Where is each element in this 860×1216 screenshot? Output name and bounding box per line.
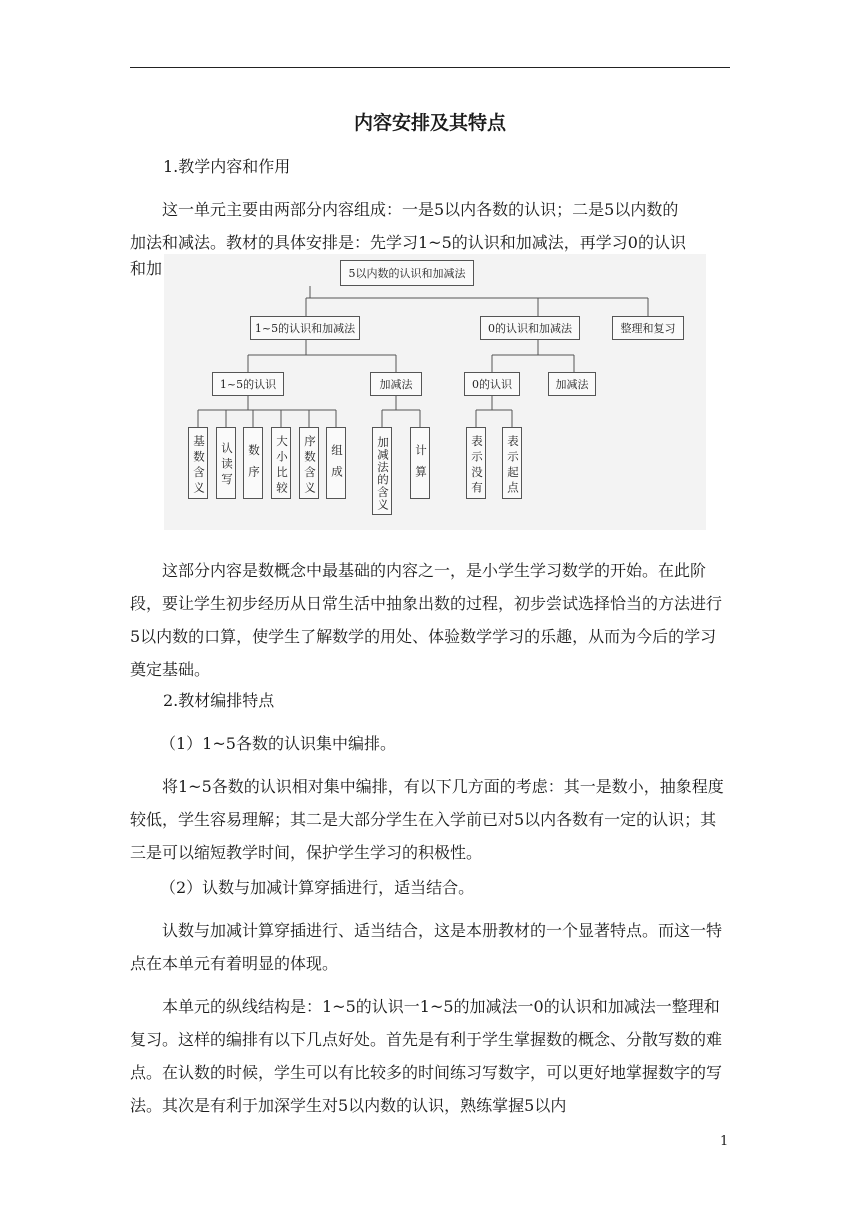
diagram-leaf-means-start: 表示起点 (502, 427, 522, 499)
section-1-heading: 1.教学内容和作用 (163, 157, 291, 176)
paragraph-2: 这部分内容是数概念中最基础的内容之一，是小学生学习数学的开始。在此阶段，要让学生初步经历从日常生活中抽象出数的过程，初步尝试选择恰当的方法进行5以内数的口算，使学生了解数学的用处、体验数学学习的乐趣，从而为今后的学习奠定基础。 (130, 561, 723, 679)
diagram-leaf-size-compare: 大小比较 (271, 427, 291, 499)
section-2-heading: 2.教材编排特点 (163, 691, 275, 710)
paragraph-1-line-1: 这一单元主要由两部分内容组成：一是5以内各数的认识；二是5以内数的 (162, 200, 679, 219)
diagram-leaf-calculation: 计算 (410, 427, 430, 499)
diagram-node-1-5-addsub: 加减法 (370, 372, 422, 396)
diagram-node-0-addsub: 加减法 (548, 372, 596, 396)
paragraph-1-line-3: 和加 (130, 259, 163, 278)
diagram-leaf-composition: 组成 (326, 427, 346, 499)
diagram-branch-review: 整理和复习 (612, 316, 684, 340)
paragraph-5: 本单元的纵线结构是：1~5的认识一1~5的加减法一0的认识和加减法一整理和复习。这样的编排有以下几点好处。首先是有利于学生掌握数的概念、分散写数的难点。在认数的时候，学生可以有比较多的时间练习写数字，可以更好地掌握数字的写法。其次是有利于加深学生对5以内数的认识，熟练掌握5以内 (130, 997, 723, 1115)
paragraph-4: 认数与加减计算穿插进行、适当结合，这是本册教材的一个显著特点。而这一特点在本单元有着明显的体现。 (130, 921, 723, 973)
diagram-leaf-means-none: 表示没有 (466, 427, 486, 499)
content-structure-diagram (164, 254, 706, 530)
diagram-node-1-5-recognition: 1~5的认识 (212, 372, 284, 396)
diagram-leaf-ordinal-meaning: 序数含义 (299, 427, 319, 499)
point-2-heading: （2）认数与加减计算穿插进行，适当结合。 (160, 878, 475, 897)
diagram-leaf-cardinal-meaning: 基数含义 (188, 427, 208, 499)
point-1-heading: （1）1~5各数的认识集中编排。 (160, 734, 396, 753)
header-rule (130, 67, 730, 68)
diagram-leaf-addsub-meaning: 加减法的含义 (372, 427, 392, 515)
page-number: 1 (720, 1134, 729, 1149)
diagram-branch-1-5: 1~5的认识和加减法 (250, 316, 360, 340)
diagram-leaf-number-order: 数序 (243, 427, 263, 499)
diagram-leaf-read-write: 认读写 (216, 427, 236, 499)
paragraph-3: 将1~5各数的认识相对集中编排，有以下几方面的考虑：其一是数小，抽象程度较低，学生容易理解；其二是大部分学生在入学前已对5以内各数有一定的认识；其三是可以缩短教学时间，保护学生学习的积极性。 (130, 777, 724, 862)
diagram-node-0-recognition: 0的认识 (464, 372, 520, 396)
diagram-branch-0: 0的认识和加减法 (480, 316, 580, 340)
page-title: 内容安排及其特点 (353, 112, 506, 134)
diagram-root-node: 5以内数的认识和加减法 (340, 260, 474, 286)
paragraph-1-line-2: 加法和减法。教材的具体安排是：先学习1~5的认识和加减法，再学习0的认识 (130, 233, 686, 252)
